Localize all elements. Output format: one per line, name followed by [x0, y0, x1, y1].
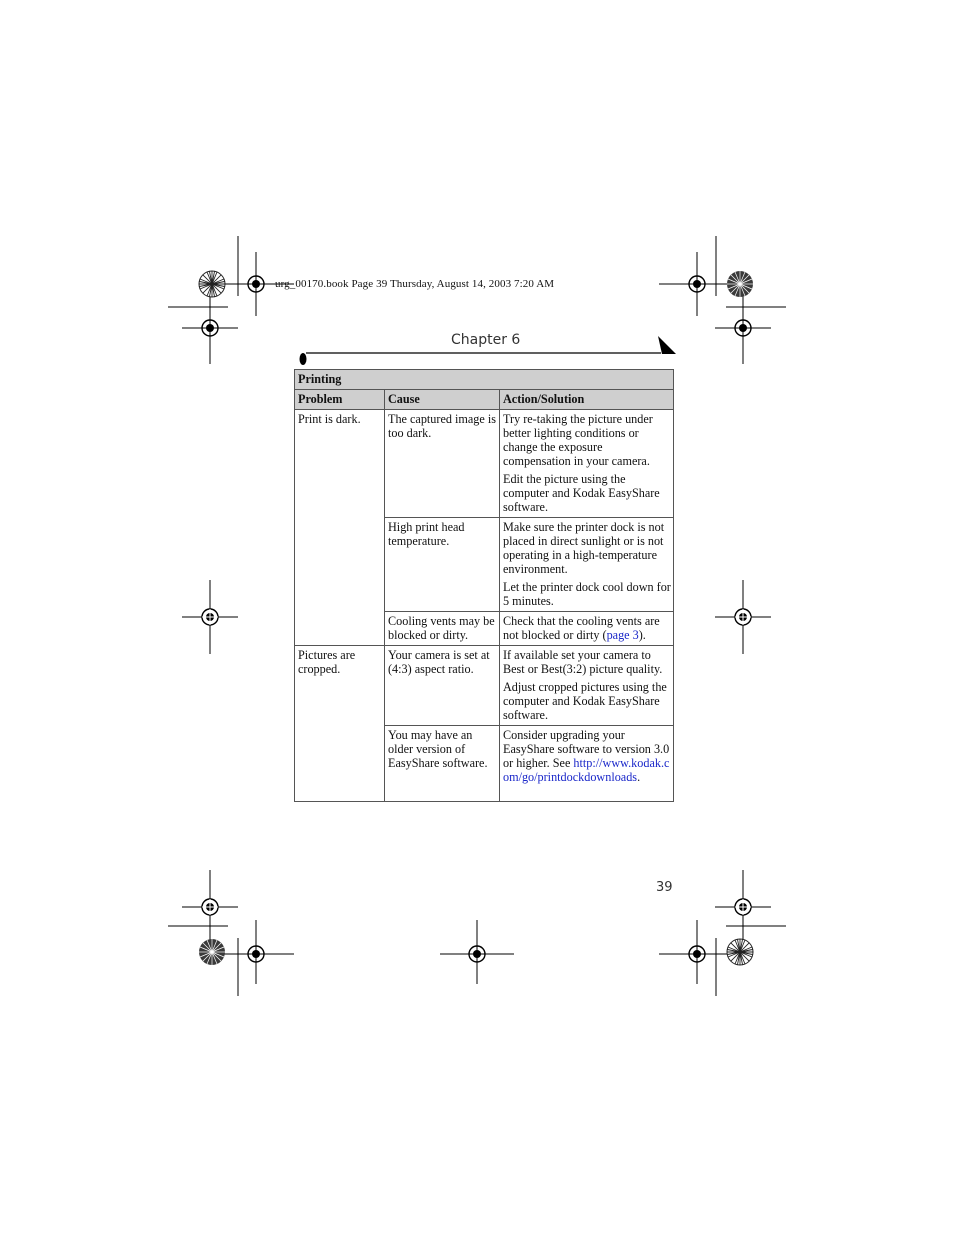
solution-cell — [500, 726, 674, 802]
solution-cell — [500, 410, 674, 518]
page-3-link[interactable]: page 3 — [606, 628, 639, 642]
column-header-problem: Problem — [295, 390, 385, 410]
table-title: Printing — [295, 370, 674, 390]
solution-text: If available set your camera to Best or Best(3:2) picture quality. — [503, 648, 663, 676]
solution-cell — [500, 518, 674, 612]
table-row — [295, 410, 674, 518]
book-slug-line: urg_00170.book Page 39 Thursday, August 14, 2003 7:20 AM — [275, 278, 555, 290]
cause-cell: High print head temperature. — [385, 518, 500, 612]
page-number: 39 — [656, 880, 673, 895]
solution-text: Check that the cooling vents are not blocked or dirty ( — [503, 614, 660, 642]
column-header-cause: Cause — [385, 390, 500, 410]
cause-cell: The captured image is too dark. — [385, 410, 500, 518]
printing-troubleshooting-table — [294, 369, 674, 802]
table-row — [295, 646, 674, 726]
solution-text: Let the printer dock cool down for 5 minutes. — [503, 580, 671, 608]
problem-cell: Print is dark. — [295, 410, 385, 646]
cause-cell: Your camera is set at (4:3) aspect ratio. — [385, 646, 500, 726]
cause-cell: Cooling vents may be blocked or dirty. — [385, 612, 500, 646]
column-header-action: Action/Solution — [500, 390, 674, 410]
solution-cell — [500, 612, 674, 646]
problem-cell: Pictures are cropped. — [295, 646, 385, 802]
cause-cell: You may have an older version of EasyShare software. — [385, 726, 500, 802]
solution-text: Try re-taking the picture under better lighting conditions or change the exposure compensation in your camera. — [503, 412, 653, 468]
solution-text: Make sure the printer dock is not placed in direct sunlight or is not operating in a high-temperature environment. — [503, 520, 665, 576]
solution-cell — [500, 646, 674, 726]
download-link[interactable]: http://www.kodak.com/go/printdockdownloads — [503, 756, 670, 784]
solution-text: Edit the picture using the computer and Kodak EasyShare software. — [503, 472, 660, 514]
chapter-label: Chapter 6 — [451, 332, 521, 348]
solution-text: ). — [638, 628, 646, 642]
solution-text: Adjust cropped pictures using the computer and Kodak EasyShare software. — [503, 680, 667, 722]
chapter-rule — [296, 335, 678, 367]
solution-text: Consider upgrading your EasyShare software to version 3.0 or higher. See — [503, 728, 670, 770]
solution-text: . — [637, 770, 641, 784]
